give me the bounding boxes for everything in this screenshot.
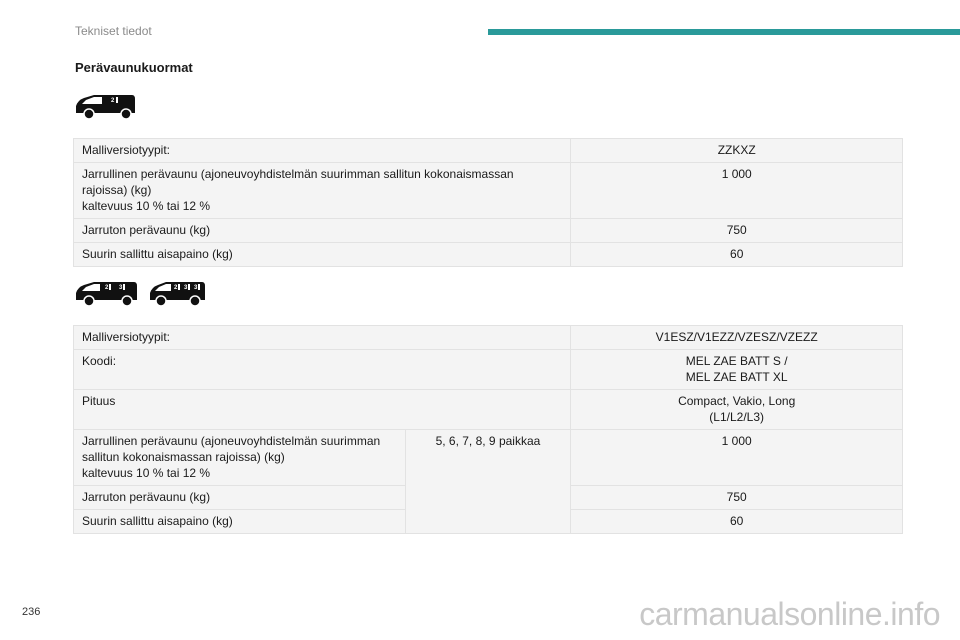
trailer-load-table-2	[73, 325, 903, 534]
value-line: MEL ZAE BATT S /	[685, 354, 788, 368]
svg-text:2: 2	[105, 285, 109, 291]
row-value: ZZKXZ	[571, 139, 903, 163]
label-line: rajoissa) (kg)	[82, 183, 152, 197]
table-row	[74, 219, 903, 243]
table-row	[74, 163, 903, 219]
row-value: 1 000	[571, 430, 903, 486]
label-line: Jarrullinen perävaunu (ajoneuvoyhdistelmän suurimman sallitun kokonaismassan	[82, 167, 514, 181]
svg-text:2: 2	[111, 98, 115, 104]
header-accent-bar	[488, 29, 960, 35]
row-label	[74, 163, 571, 219]
row-label: Jarruton perävaunu (kg)	[74, 486, 406, 510]
label-line: kaltevuus 10 % tai 12 %	[82, 199, 211, 213]
row-label: Malliversiotyypit:	[74, 139, 571, 163]
row-label: Koodi:	[74, 350, 571, 390]
row-value: 60	[571, 510, 903, 534]
value-line: MEL ZAE BATT XL	[685, 370, 788, 384]
row-label: Suurin sallittu aisapaino (kg)	[74, 510, 406, 534]
table-row	[74, 430, 903, 486]
minibus-icon	[72, 280, 140, 308]
page-title: Perävaunukuormat	[75, 60, 193, 75]
trailer-load-table-1	[73, 138, 903, 267]
minibus-long-icon	[146, 280, 208, 308]
row-value: 60	[571, 243, 903, 267]
label-line: Jarrullinen perävaunu (ajoneuvoyhdistelmän suurimman	[82, 434, 381, 448]
table-row	[74, 326, 903, 350]
row-value	[571, 390, 903, 430]
row-label: Pituus	[74, 390, 571, 430]
van-icon	[72, 93, 138, 121]
label-line: kaltevuus 10 % tai 12 %	[82, 466, 211, 480]
watermark: carmanualsonline.info	[639, 596, 940, 632]
row-value: 750	[571, 486, 903, 510]
row-label	[74, 430, 406, 486]
table-row	[74, 390, 903, 430]
svg-text:3: 3	[184, 285, 188, 291]
row-label: Malliversiotyypit:	[74, 326, 571, 350]
row-value: V1ESZ/V1EZZ/VZESZ/VZEZZ	[571, 326, 903, 350]
row-label: Suurin sallittu aisapaino (kg)	[74, 243, 571, 267]
svg-text:3: 3	[119, 285, 123, 291]
table-row	[74, 243, 903, 267]
value-line: (L1/L2/L3)	[709, 410, 764, 424]
page-number: 236	[22, 606, 41, 618]
seats-cell: 5, 6, 7, 8, 9 paikkaa	[405, 430, 571, 534]
svg-text:2: 2	[174, 285, 178, 291]
row-value: 750	[571, 219, 903, 243]
label-line: sallitun kokonaismassan rajoissa) (kg)	[82, 450, 285, 464]
svg-text:3: 3	[194, 285, 198, 291]
row-label: Jarruton perävaunu (kg)	[74, 219, 571, 243]
row-value	[571, 350, 903, 390]
table-row	[74, 350, 903, 390]
row-value: 1 000	[571, 163, 903, 219]
section-header: Tekniset tiedot	[75, 24, 152, 38]
table-row	[74, 139, 903, 163]
value-line: Compact, Vakio, Long	[678, 394, 796, 408]
